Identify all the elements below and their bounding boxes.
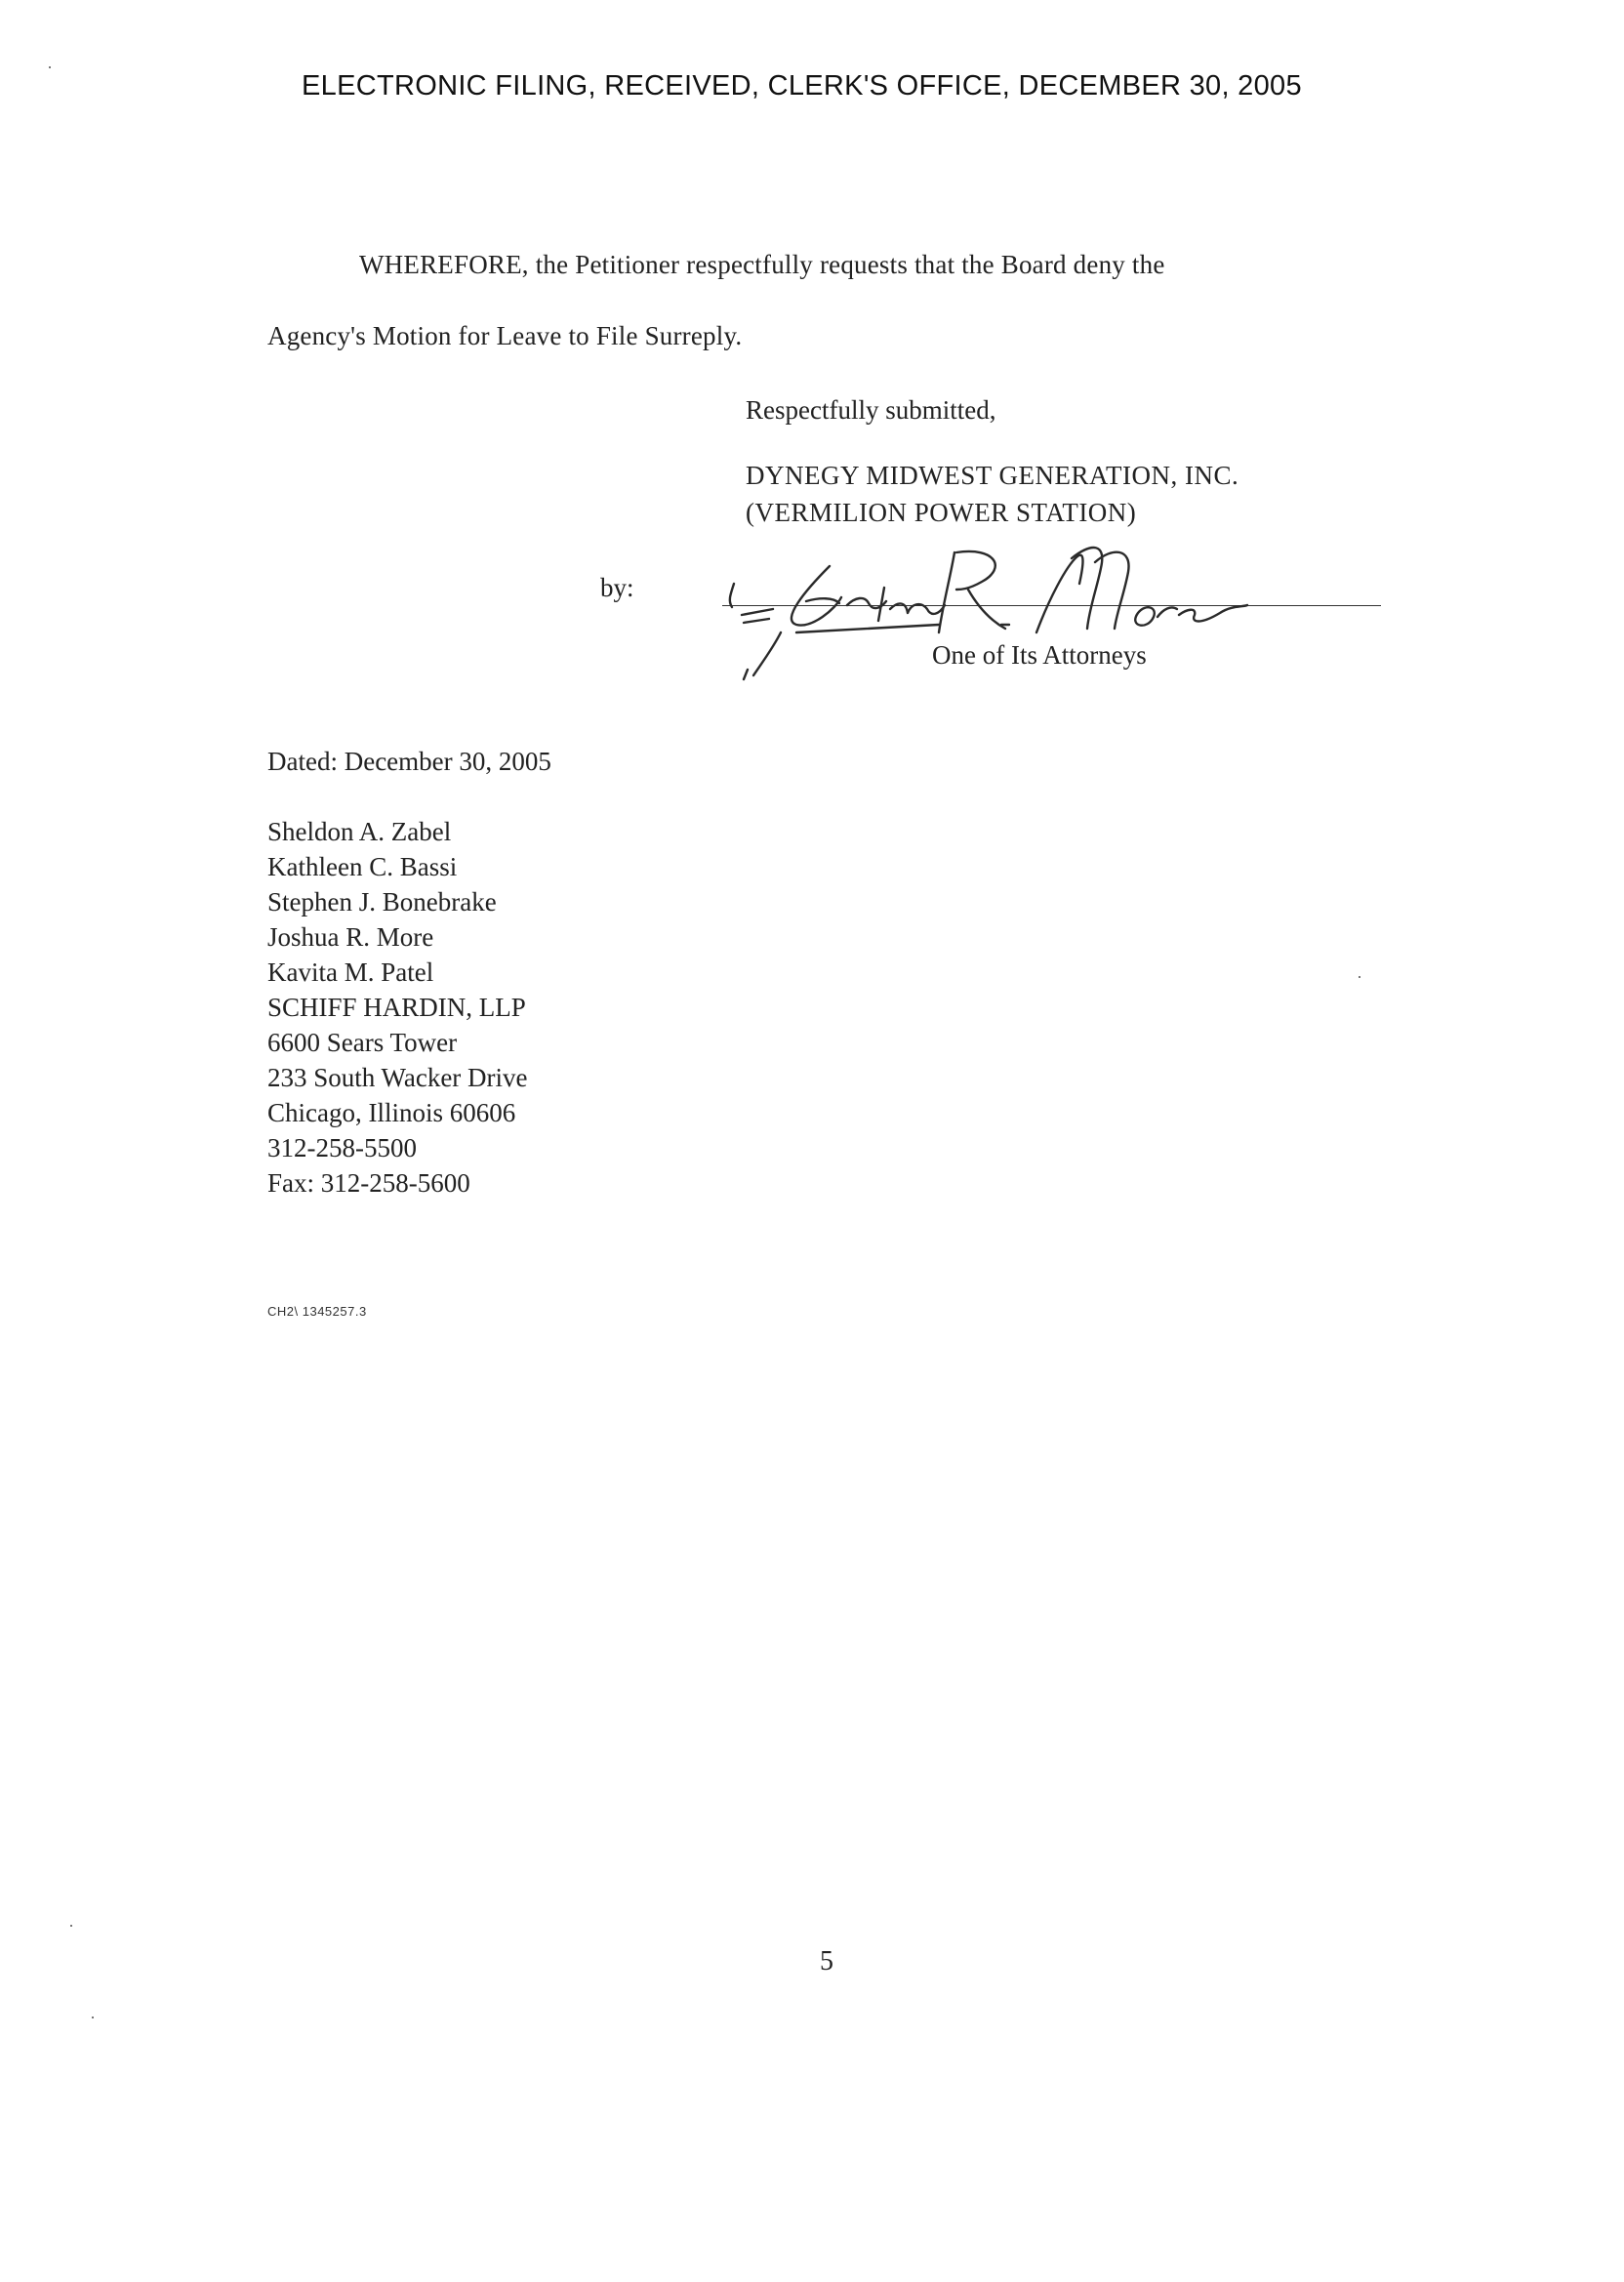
counsel-line: SCHIFF HARDIN, LLP [267,993,526,1022]
counsel-line: Kathleen C. Bassi [267,852,458,881]
scan-speck [70,1925,72,1927]
wherefore-paragraph-line-1: WHEREFORE, the Petitioner respectfully requests that the Board deny the [359,250,1165,279]
counsel-line: Fax: 312-258-5600 [267,1168,470,1198]
signer-title: One of Its Attorneys [932,640,1147,670]
company-name-line-1: DYNEGY MIDWEST GENERATION, INC. [746,461,1239,490]
filing-stamp-header: ELECTRONIC FILING, RECEIVED, CLERK'S OFFICE, DECEMBER 30, 2005 [302,70,1302,102]
scan-speck [49,66,51,68]
scan-speck [92,2017,94,2018]
counsel-line: 233 South Wacker Drive [267,1063,528,1092]
document-id: CH2\ 1345257.3 [267,1304,367,1319]
counsel-line: Chicago, Illinois 60606 [267,1098,516,1127]
scan-speck [1359,976,1360,978]
counsel-line: 312-258-5500 [267,1133,417,1162]
wherefore-paragraph-line-2: Agency's Motion for Leave to File Surreply. [267,321,743,350]
counsel-address-block [267,814,528,1201]
page-number: 5 [820,1946,833,1976]
counsel-line: Sheldon A. Zabel [267,817,452,846]
by-label: by: [600,573,634,602]
counsel-line: 6600 Sears Tower [267,1028,458,1057]
counsel-line: Kavita M. Patel [267,958,434,987]
counsel-line: Joshua R. More [267,922,434,952]
company-name-line-2: (VERMILION POWER STATION) [746,498,1137,527]
counsel-line: Stephen J. Bonebrake [267,887,497,917]
closing-salutation: Respectfully submitted, [746,395,996,425]
dated-line: Dated: December 30, 2005 [267,747,551,776]
